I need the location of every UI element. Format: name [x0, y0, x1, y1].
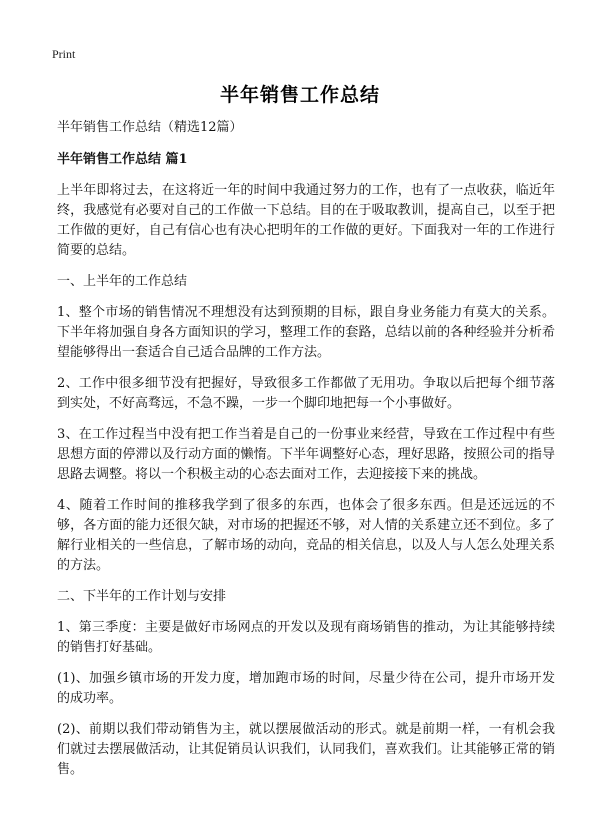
- part1-item-3: 3、在工作过程当中没有把工作当着是自己的一份事业来经营，导致在工作过程中有些思想方面的停滞以及行动方面的懒惰。下半年调整好心态，理好思路，按照公司的指导思路去调整。将以一个积极主动的心态去面对工作，去迎接接下来的挑战。: [57, 427, 555, 482]
- section-heading: 半年销售工作总结 篇1: [57, 152, 188, 167]
- part2-item-1: 1、第三季度：主要是做好市场网点的开发以及现有商场销售的推动，为让其能够持续的销售打好基础。: [57, 620, 555, 655]
- part2-item-3: (2)、前期以我们带动销售为主，就以摆展做活动的形式。就是前期一样，一有机会我们就过去摆展做活动，让其促销员认识我们，认同我们，喜欢我们。让其能够正常的销售。: [57, 722, 555, 777]
- part1-item-1: 1、整个市场的销售情况不理想没有达到预期的目标，跟自身业务能力有莫大的关系。下半年将加强自身各方面知识的学习，整理工作的套路，总结以前的各种经验并分析希望能够得出一套适合自己适合品牌的工作方法。: [57, 305, 555, 360]
- part1-item-2: 2、工作中很多细节没有把握好，导致很多工作都做了无用功。争取以后把每个细节落到实处，不好高骛远，不急不躁，一步一个脚印地把每一个小事做好。: [57, 376, 555, 411]
- part1-heading: 一、上半年的工作总结: [57, 274, 188, 289]
- intro-paragraph: 上半年即将过去，在这将近一年的时间中我通过努力的工作，也有了一点收获，临近年终，我感觉有必要对自己的工作做一下总结。目的在于吸取教训，提高自己，以至于把工作做的更好，自己有信心也有决心把明年的工作做的更好。下面我对一年的工作进行简要的总结。: [57, 183, 555, 258]
- document-body: [57, 119, 555, 791]
- part1-item-4: 4、随着工作时间的推移我学到了很多的东西，也体会了很多东西。但是还远远的不够，各方面的能力还很欠缺，对市场的把握还不够，对人情的关系建立还不到位。多了解行业相关的一些信息，了解市场的动向，竞品的相关信息，以及人与人怎么处理关系的方法。: [57, 498, 555, 573]
- part2-item-2: (1)、加强乡镇市场的开发力度，增加跑市场的时间，尽量少待在公司，提升市场开发的成功率。: [57, 671, 555, 706]
- document-title: 半年销售工作总结: [219, 84, 380, 106]
- document-subtitle: 半年销售工作总结（精选12篇）: [57, 120, 243, 135]
- print-label[interactable]: Print: [52, 47, 76, 61]
- part2-heading: 二、下半年的工作计划与安排: [57, 589, 227, 604]
